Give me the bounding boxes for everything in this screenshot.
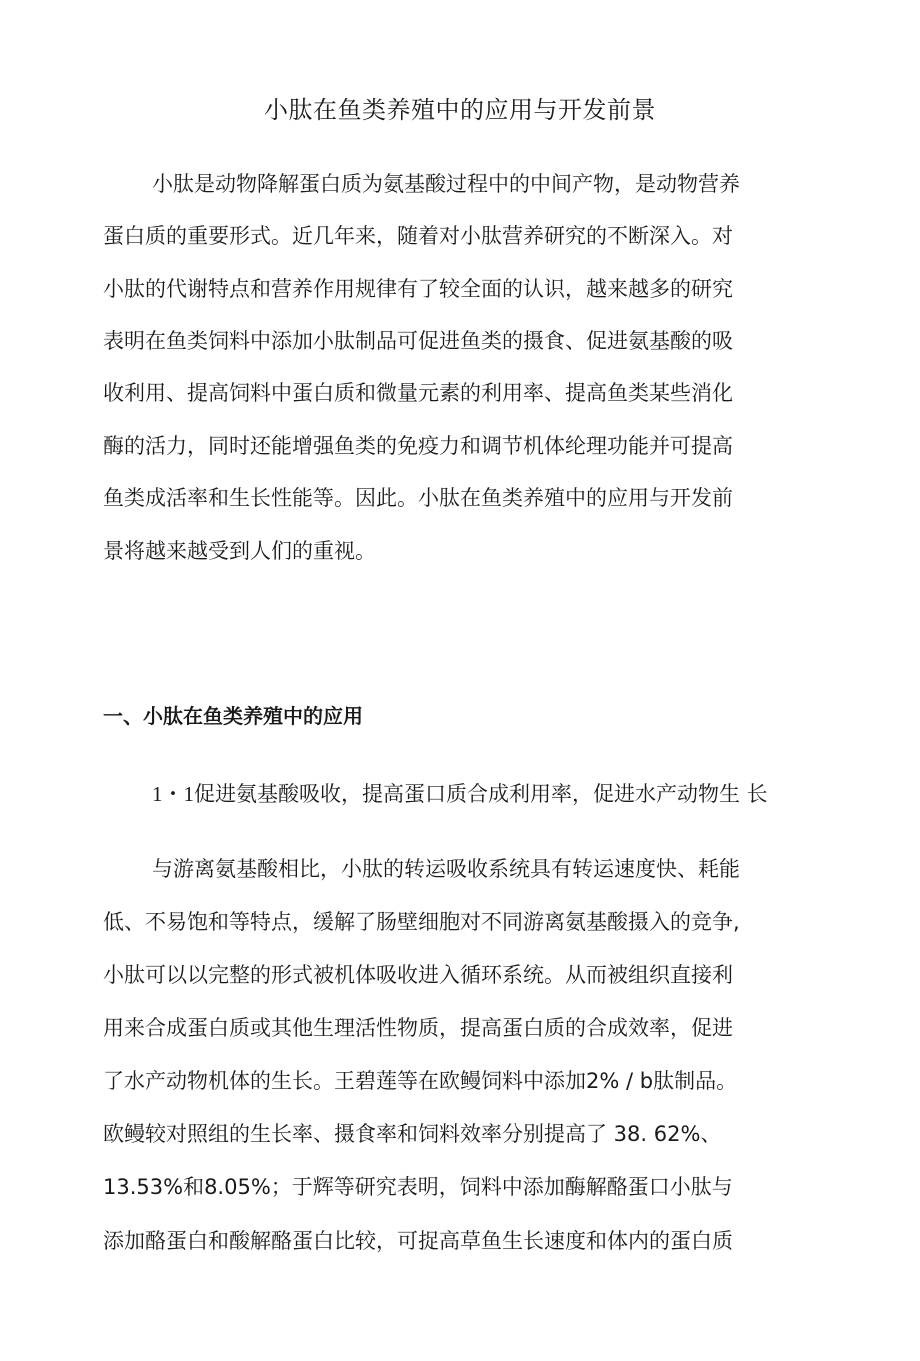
section-heading: 一、小肽在鱼类养殖中的应用 — [103, 704, 363, 728]
body-line: 小肽可以以完整的形式被机体吸收进入循环系统。从而被组织直接利 — [103, 963, 733, 987]
intro-line: 表明在鱼类饲料中添加小肽制品可促进鱼类的摄食、促进氨基酸的吸 — [103, 329, 733, 353]
subsection-number: 1・1 — [152, 782, 194, 806]
intro-line: 小肽是动物降解蛋白质为氨基酸过程中的中间产物，是动物营养 — [152, 172, 740, 196]
body-line: 13.53%和8.05%；于辉等研究表明，饲料中添加酶解酪蛋口小肽与 — [103, 1175, 733, 1199]
intro-line: 蛋白质的重要形式。近几年来，随着对小肽营养研究的不断深入。对 — [103, 224, 733, 248]
body-line: 添加酪蛋白和酸解酪蛋白比较，可捉高草鱼生长速度和体内的蛋白质 — [103, 1229, 733, 1253]
body-line: 欧鳗较对照组的生长率、摄食率和饲料效率分别提高了 38. 62%、 — [103, 1122, 722, 1146]
intro-line: 收利用、提高饲料中蛋白质和微量元素的利用率、提高鱼类某些消化 — [103, 381, 733, 405]
document-title: 小肽在鱼类养殖中的应用与开发前景 — [264, 96, 656, 124]
intro-line: 鱼类成活率和生长性能等。因此。小肽在鱼类养殖中的应用与开发前 — [103, 486, 733, 510]
subsection-title: 促进氨基酸吸收，提高蛋口质合成利用率，促进水产动物生 长 — [194, 782, 768, 806]
body-line: 用来合成蛋白质或其他生理活性物质，提高蛋白质的合成效率，促进 — [103, 1016, 733, 1040]
intro-line: 景将越来越受到人们的重视。 — [103, 539, 376, 563]
intro-line: 酶的活力，同时还能增强鱼类的免疫力和调节机体纶理功能并可提高 — [103, 434, 733, 458]
body-line: 低、不易饱和等特点，缓解了肠壁细胞对不同游离氨基酸摄入的竞争, — [103, 910, 740, 934]
subsection-heading — [152, 780, 768, 808]
intro-line: 小肽的代谢特点和营养作用规律有了较全面的认识，越来越多的研究 — [103, 277, 733, 301]
body-line: 了水产动物机体的生长。王碧莲等在欧鳗饲料中添加2% / b肽制品。 — [103, 1069, 738, 1093]
body-line: 与游离氨基酸相比，小肽的转运吸收系统具有转运速度快、耗能 — [152, 857, 740, 881]
